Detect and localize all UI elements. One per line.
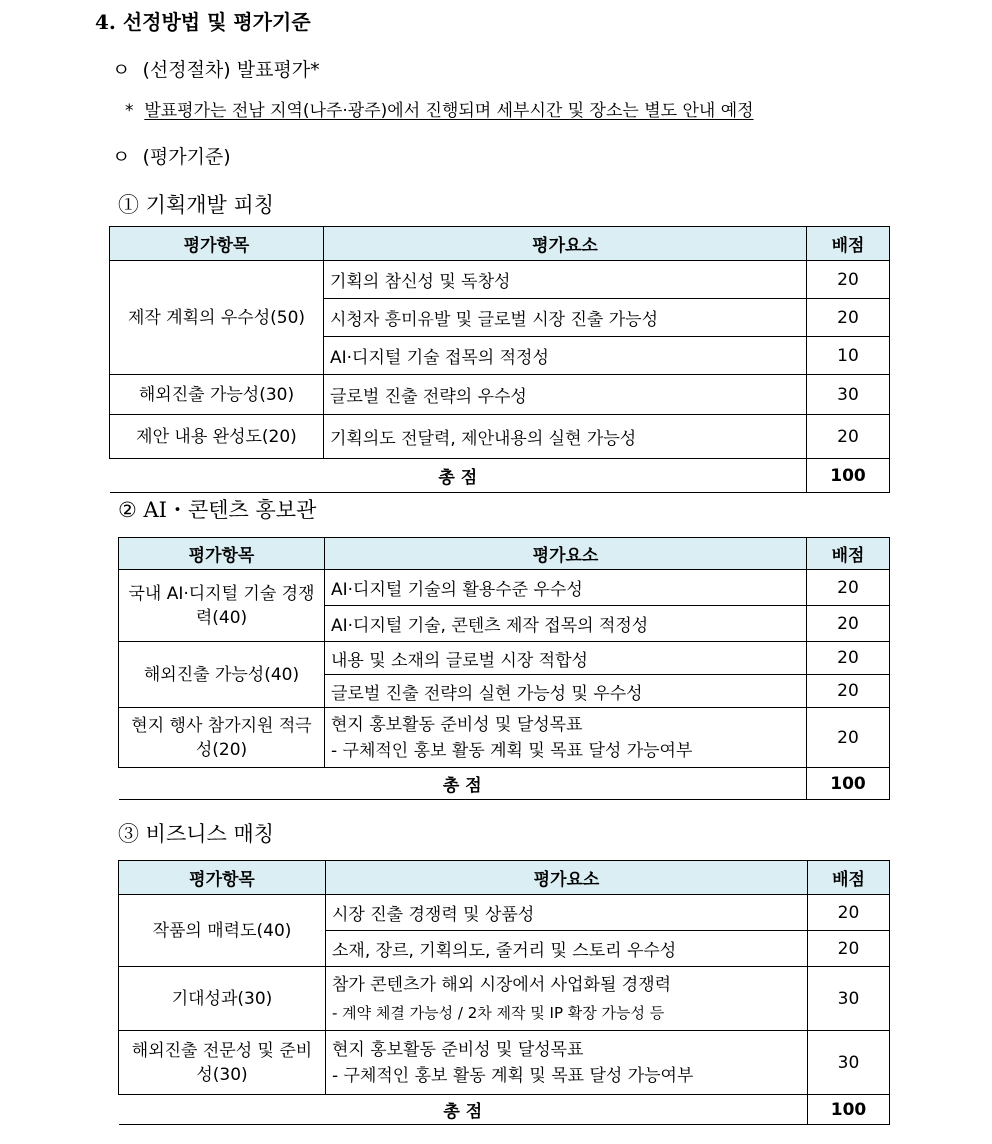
element-detail: - 구체적인 홍보 활동 계획 및 목표 달성 가능여부 [331,740,693,761]
element-cell: 시청자 흥미유발 및 글로벌 시장 진출 가능성 [324,299,807,337]
header-item: 평가항목 [110,227,324,261]
item-cell: 제안 내용 완성도(20) [110,415,324,459]
element-cell: AI·디지털 기술의 활용수준 우수성 [325,570,807,606]
score-cell: 20 [807,415,890,459]
total-label: 총 점 [119,1095,808,1125]
total-row [119,1095,890,1125]
header-item: 평가항목 [119,538,325,570]
element-cell [326,967,808,1031]
item-cell: 기대성과(30) [119,967,326,1031]
table-row [119,642,890,675]
header-element: 평가요소 [325,538,807,570]
bullet-selection-procedure [112,55,320,82]
header-score: 배점 [808,861,890,895]
score-cell: 20 [807,675,890,708]
element-cell: AI·디지털 기술 접목의 적정성 [324,337,807,375]
total-row [119,768,890,800]
table-row [110,375,890,415]
header-score: 배점 [807,538,890,570]
table-row [119,895,890,931]
table-row [119,967,890,1031]
score-cell: 30 [808,967,890,1031]
element-cell [326,1031,808,1095]
header-element: 평가요소 [326,861,808,895]
bullet-text: (평가기준) [142,146,231,168]
score-cell: 20 [807,570,890,606]
table-row [119,1031,890,1095]
total-score: 100 [807,459,890,493]
item-cell: 작품의 매력도(40) [119,895,326,967]
element-cell: AI·디지털 기술, 콘텐츠 제작 접목의 적정성 [325,606,807,642]
element-cell: 글로벌 진출 전략의 우수성 [324,375,807,415]
item-cell: 해외진출 가능성(30) [110,375,324,415]
section-title-pitching: ① 기획개발 피칭 [118,193,275,217]
element-cell: 내용 및 소재의 글로벌 시장 적합성 [325,642,807,675]
score-cell: 30 [808,1031,890,1095]
item-cell: 제작 계획의 우수성(50) [110,261,324,375]
score-cell: 20 [808,895,890,931]
bullet-marker: ㅇ [112,146,131,168]
element-main: 현지 홍보활동 준비성 및 달성목표 [332,1039,584,1060]
total-row [110,459,890,493]
header-item: 평가항목 [119,861,326,895]
evaluation-table-pitching [109,226,890,493]
bullet-text: (선정절차) 발표평가* [142,59,320,81]
bullet-evaluation-criteria [112,142,231,169]
element-main: 현지 홍보활동 준비성 및 달성목표 [331,714,583,735]
score-cell: 10 [807,337,890,375]
score-cell: 20 [807,642,890,675]
table-header-row [110,227,890,261]
element-cell: 소재, 장르, 기획의도, 줄거리 및 스토리 우수성 [326,931,808,967]
table-row [110,261,890,299]
element-cell: 시장 진출 경쟁력 및 상품성 [326,895,808,931]
table-header-row [119,538,890,570]
total-label: 총 점 [119,768,807,800]
item-cell: 국내 AI·디지털 기술 경쟁력(40) [119,570,325,642]
section-title-business: ③ 비즈니스 매칭 [118,822,275,846]
bullet-marker: ㅇ [112,59,131,81]
footnote-text: 발표평가는 전남 지역(나주·광주)에서 진행되며 세부시간 및 장소는 별도 안내 예정 [144,101,754,121]
element-cell: 기획의도 전달력, 제안내용의 실현 가능성 [324,415,807,459]
table-row [119,570,890,606]
table-row [110,415,890,459]
item-cell: 현지 행사 참가지원 적극성(20) [119,708,325,768]
score-cell: 20 [807,708,890,768]
element-detail: - 구체적인 홍보 활동 계획 및 목표 달성 가능여부 [332,1065,694,1086]
score-cell: 20 [807,299,890,337]
element-main: 참가 콘텐츠가 해외 시장에서 사업화될 경쟁력 [332,974,672,995]
footnote-marker: * [125,101,134,121]
evaluation-table-business [118,860,890,1125]
element-cell [325,708,807,768]
table-header-row [119,861,890,895]
score-cell: 20 [807,261,890,299]
total-score: 100 [808,1095,890,1125]
table-row [119,708,890,768]
item-cell: 해외진출 가능성(40) [119,642,325,708]
section-heading: 4. 선정방법 및 평가기준 [95,10,311,34]
total-score: 100 [807,768,890,800]
score-cell: 20 [808,931,890,967]
header-score: 배점 [807,227,890,261]
element-cell: 기획의 참신성 및 독창성 [324,261,807,299]
score-cell: 20 [807,606,890,642]
header-element: 평가요소 [324,227,807,261]
item-cell: 해외진출 전문성 및 준비성(30) [119,1031,326,1095]
footnote [125,96,754,121]
evaluation-table-pavilion [118,537,890,800]
score-cell: 30 [807,375,890,415]
element-detail: - 계약 체결 가능성 / 2차 제작 및 IP 확장 가능성 등 [332,1003,665,1022]
element-cell: 글로벌 진출 전략의 실현 가능성 및 우수성 [325,675,807,708]
total-label: 총 점 [110,459,807,493]
section-title-pavilion: ② AI・콘텐츠 홍보관 [118,498,317,522]
